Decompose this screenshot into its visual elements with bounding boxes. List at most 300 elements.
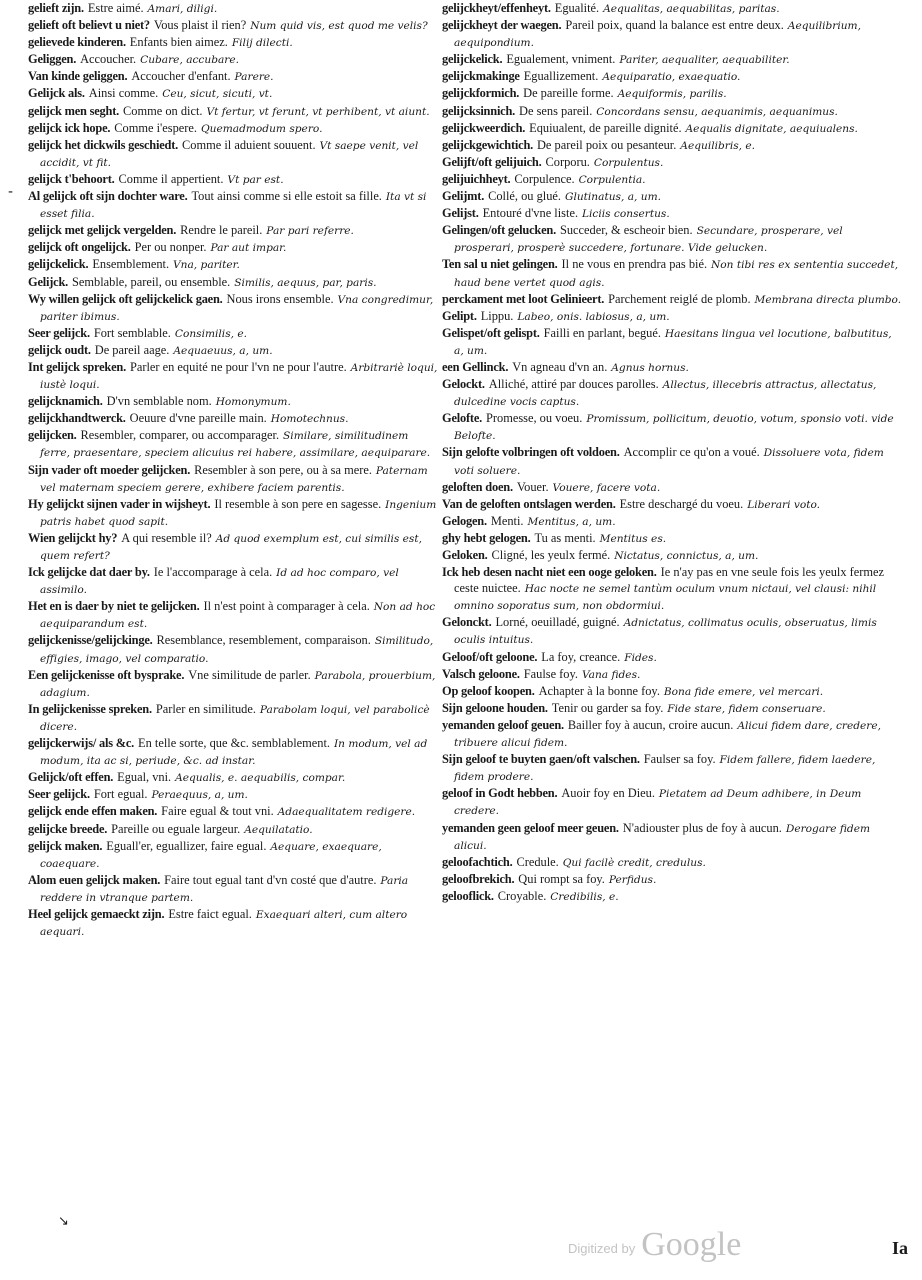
- dictionary-entry: [442, 376, 902, 410]
- dictionary-entry: [442, 614, 902, 648]
- entry-latin: Paternam vel maternam speciem gerere, exhibere faciem parentis.: [40, 464, 428, 494]
- entry-headword: perckament met loot Gelinieert.: [442, 291, 605, 306]
- entry-headword: gelijckheyt/effenheyt.: [442, 1, 551, 15]
- entry-latin: Vt saepe venit, vel accidit, vt fit.: [40, 139, 419, 169]
- dictionary-entry: [28, 803, 438, 820]
- dictionary-entry: [28, 291, 438, 325]
- entry-french: De sens pareil.: [519, 103, 593, 118]
- entry-headword: Sijn gelofte volbringen oft voldoen.: [442, 445, 620, 460]
- entry-headword: gelijck maken.: [28, 838, 103, 853]
- entry-latin: Pietatem ad Deum adhibere, in Deum credere.: [454, 788, 862, 818]
- entry-latin: Hac nocte ne semel tantùm oculum vnum nictaui, vel clausi: nihil omnino soporatus sum, non obdormiui.: [454, 583, 877, 613]
- entry-french: Promesse, ou voeu.: [485, 411, 583, 426]
- dictionary-entry: [28, 17, 438, 34]
- entry-french: Faulser sa foy.: [643, 752, 716, 767]
- entry-latin: Aequalitas, aequabilitas, paritas.: [603, 3, 780, 15]
- entry-latin: Derogare fidem alicui.: [454, 822, 871, 852]
- entry-latin: Cubare, accubare.: [140, 54, 239, 67]
- entry-headword: ghy hebt gelogen.: [442, 530, 531, 545]
- dictionary-entry: [442, 188, 902, 205]
- entry-latin: Dissoluere vota, fidem voti soluere.: [454, 447, 884, 477]
- entry-latin: Vana fides.: [581, 668, 641, 681]
- entry-headword: Gelijck als.: [28, 86, 85, 101]
- dictionary-entry: [442, 564, 902, 614]
- entry-headword: geloof in Godt hebben.: [442, 786, 558, 801]
- dictionary-entry: [442, 103, 902, 120]
- entry-headword: Gelingen/oft gelucken.: [442, 223, 556, 238]
- entry-french: De pareil aage.: [94, 342, 170, 357]
- dictionary-entry: [28, 325, 438, 342]
- entry-french: Vous plaist il rien?: [153, 18, 247, 33]
- entry-headword: Seer gelijck.: [28, 325, 90, 340]
- entry-headword: gelooflick.: [442, 888, 494, 903]
- entry-headword: gelijcknamich.: [28, 394, 103, 409]
- dictionary-entry: [28, 120, 438, 137]
- entry-latin: Homotechnus.: [270, 413, 349, 426]
- entry-latin: Corpulentia.: [578, 173, 646, 186]
- entry-latin: Pariter, aequaliter, aequabiliter.: [619, 54, 790, 67]
- entry-headword: Sijn vader oft moeder gelijcken.: [28, 462, 191, 477]
- entry-french: Lorné, oeuilladé, guigné.: [495, 615, 620, 630]
- left-column: [28, 0, 438, 940]
- entry-latin: Mentitus es.: [599, 532, 667, 545]
- entry-headword: geloofachtich.: [442, 854, 513, 869]
- entry-headword: gelijck oft ongelijck.: [28, 240, 131, 255]
- entry-headword: gelijckmakinge: [442, 69, 520, 84]
- margin-marker: -: [8, 184, 14, 200]
- entry-headword: yemanden geen geloof meer geuen.: [442, 820, 619, 835]
- dictionary-entry: [28, 342, 438, 359]
- entry-latin: Paria reddere in vtranque partem.: [40, 874, 409, 904]
- entry-latin: Parabolam loqui, vel parabolicè dicere.: [40, 703, 430, 733]
- entry-latin: Credibilis, e.: [550, 890, 619, 903]
- entry-latin: Haesitans lingua vel locutione, balbutitus, a, um.: [454, 327, 892, 357]
- entry-headword: Geloken.: [442, 548, 488, 562]
- entry-latin: Similitudo, effigies, imago, vel comparatio.: [40, 635, 434, 665]
- dictionary-entry: [28, 598, 438, 632]
- dictionary-entry: [442, 137, 902, 154]
- entry-headword: Gelijst.: [442, 206, 479, 221]
- entry-french: Accomplir ce qu'on a voué.: [623, 445, 760, 460]
- dictionary-entry: [28, 256, 438, 273]
- entry-headword: geloften doen.: [442, 479, 513, 494]
- dictionary-entry: [442, 154, 902, 171]
- entry-latin: Agnus hornus.: [611, 361, 689, 374]
- entry-french: D'vn semblable nom.: [106, 394, 212, 409]
- entry-french: Estre faict egual.: [168, 906, 252, 921]
- entry-latin: Bona fide emere, vel mercari.: [663, 685, 824, 698]
- entry-french: Faulse foy.: [523, 666, 578, 681]
- entry-headword: gelijckweerdich.: [442, 120, 526, 135]
- entry-headword: gelijcksinnich.: [442, 103, 516, 118]
- entry-latin: Ceu, sicut, sicuti, vt.: [162, 88, 273, 101]
- entry-headword: Geloof/oft geloone.: [442, 649, 538, 664]
- entry-french: Oeuure d'vne pareille main.: [129, 411, 267, 426]
- entry-latin: Adaequalitatem redigere.: [277, 806, 416, 819]
- entry-headword: Gelipt.: [442, 308, 477, 323]
- entry-latin: Ingenium patris habet quod sapit.: [40, 498, 437, 528]
- entry-french: Tenir ou garder sa foy.: [551, 700, 664, 715]
- entry-headword: Hy gelijckt sijnen vader in wijsheyt.: [28, 496, 211, 511]
- entry-french: Vn agneau d'vn an.: [512, 359, 608, 374]
- entry-headword: Wien gelijckt hy?: [28, 530, 118, 545]
- entry-latin: Qui facilè credit, credulus.: [562, 856, 706, 869]
- entry-latin: Allectus, illecebris attractus, allectatus, dulcedine vocis captus.: [454, 379, 877, 409]
- entry-latin: Par pari referre.: [266, 225, 354, 238]
- entry-headword: Seer gelijck.: [28, 787, 90, 802]
- dictionary-entry: [28, 632, 438, 666]
- entry-latin: Aequaeuus, a, um.: [173, 344, 273, 357]
- entry-headword: yemanden geloof geuen.: [442, 717, 564, 732]
- entry-french: Tout ainsi comme si elle estoit sa fille.: [191, 189, 382, 204]
- entry-french: Enfants bien aimez.: [129, 35, 228, 50]
- dictionary-entry: [442, 683, 902, 700]
- entry-latin: Membrana directa plumbo.: [754, 293, 902, 306]
- dictionary-entry: [442, 547, 902, 564]
- entry-french: Entouré d'vne liste.: [482, 206, 579, 221]
- entry-french: Corpulence.: [514, 171, 575, 186]
- entry-latin: Aequilibrium, aequipondium.: [454, 20, 861, 50]
- entry-latin: Fide stare, fidem conseruare.: [667, 702, 826, 715]
- entry-french: Fort egual.: [93, 787, 148, 802]
- dictionary-entry: [442, 205, 902, 222]
- entry-latin: Filij dilecti.: [231, 37, 293, 50]
- entry-headword: gelievede kinderen.: [28, 35, 126, 50]
- entry-headword: Al gelijck oft sijn dochter ware.: [28, 189, 188, 204]
- entry-headword: Ick gelijcke dat daer by.: [28, 565, 150, 580]
- entry-french: Vne similitude de parler.: [188, 667, 311, 682]
- entry-french: Egualement, vniment.: [506, 52, 616, 67]
- dictionary-entry: [28, 564, 438, 598]
- entry-french: Accoucher.: [80, 52, 137, 67]
- entry-latin: Similis, aequus, par, paris.: [234, 276, 377, 289]
- entry-french: Bailler foy à aucun, croire aucun.: [567, 717, 734, 732]
- entry-french: Resembler à son pere, ou à sa mere.: [194, 462, 372, 477]
- dictionary-entry: [28, 462, 438, 496]
- dictionary-entry: [442, 308, 902, 325]
- entry-latin: Fides.: [624, 651, 657, 664]
- dictionary-entry: [442, 325, 902, 359]
- entry-headword: gelieft oft believt u niet?: [28, 18, 150, 33]
- entry-headword: Van kinde geliggen.: [28, 69, 128, 84]
- dictionary-entry: [28, 85, 438, 102]
- entry-french: Estre deschargé du voeu.: [619, 496, 744, 511]
- dictionary-entry: [442, 0, 902, 17]
- entry-french: Ainsi comme.: [88, 86, 159, 101]
- entry-headword: Sijn geloof te buyten gaen/oft valschen.: [442, 752, 640, 767]
- entry-french: Lippu.: [480, 308, 514, 323]
- dictionary-entry: [442, 222, 902, 256]
- entry-headword: gelijck oudt.: [28, 342, 91, 357]
- entry-french: N'adiouster plus de foy à aucun.: [622, 820, 782, 835]
- entry-french: Menti.: [490, 513, 524, 528]
- entry-french: Egual, vni.: [117, 770, 172, 785]
- entry-headword: Gelijck/oft effen.: [28, 770, 114, 785]
- entry-headword: gelijuichheyt.: [442, 171, 511, 186]
- entry-latin: Similare, similitudinem ferre, praesentare, speciem alicuius rei habere, assimilare, aequiparare.: [40, 430, 431, 460]
- entry-headword: gelijckelick.: [28, 257, 89, 272]
- entry-latin: Par aut impar.: [210, 242, 287, 255]
- entry-latin: Fidem fallere, fidem laedere, fidem prodere.: [454, 754, 876, 784]
- dictionary-entry: [28, 786, 438, 803]
- dictionary-entry: [28, 735, 438, 769]
- entry-french: Faire tout egual tant d'vn costé que d'autre.: [164, 872, 377, 887]
- entry-french: Faire egual & tout vni.: [161, 804, 274, 819]
- entry-headword: gelijck ick hope.: [28, 120, 111, 135]
- entry-headword: gelijckformich.: [442, 86, 520, 101]
- dictionary-entry: [442, 291, 902, 308]
- entry-latin: Non tibi res ex sententia succedet, haud bene vertet quod agis.: [454, 259, 899, 289]
- entry-latin: Aequalis dignitate, aequiualens.: [685, 122, 858, 135]
- dictionary-entry: [28, 171, 438, 188]
- entry-headword: gelijcken.: [28, 428, 77, 443]
- entry-french: Eguall'er, eguallizer, faire egual.: [106, 838, 267, 853]
- entry-headword: gelijcke breede.: [28, 821, 108, 836]
- entry-headword: Valsch geloone.: [442, 666, 520, 681]
- entry-french: Collé, ou glué.: [488, 189, 562, 204]
- entry-french: Semblable, pareil, ou ensemble.: [72, 274, 231, 289]
- entry-headword: Gelijck.: [28, 274, 69, 289]
- dictionary-entry: [28, 393, 438, 410]
- entry-latin: Liberari voto.: [747, 498, 821, 511]
- entry-french: Failli en parlant, begué.: [543, 325, 661, 340]
- entry-latin: Aequare, exaequare, coaequare.: [40, 840, 382, 870]
- entry-latin: Secundare, prosperare, vel prosperari, prosperè succedere, fortunare. Vide gelucken.: [454, 225, 843, 255]
- entry-headword: Gelonckt.: [442, 615, 492, 630]
- entry-latin: Nictatus, connictus, a, um.: [614, 550, 759, 562]
- entry-headword: gelijck ende effen maken.: [28, 804, 158, 819]
- entry-headword: geloofbrekich.: [442, 871, 515, 886]
- dictionary-entry: [442, 359, 902, 376]
- entry-headword: Heel gelijck gemaeckt zijn.: [28, 906, 165, 921]
- entry-french: Achapter à la bonne foy.: [538, 683, 660, 698]
- dictionary-entry: [28, 427, 438, 461]
- dictionary-entry: [442, 530, 902, 547]
- entry-headword: Sijn geloone houden.: [442, 700, 548, 715]
- entry-latin: Non ad hoc aequiparandum est.: [40, 601, 436, 631]
- entry-latin: Parere.: [234, 71, 274, 84]
- entry-french: Rendre le pareil.: [180, 223, 263, 238]
- entry-headword: gelijck men seght.: [28, 103, 120, 118]
- entry-latin: Adnictatus, collimatus oculis, obseruatus, limis oculis intuitus.: [454, 617, 877, 647]
- entry-latin: In modum, vel ad modum, ita ac si, periude, &c. ad instar.: [40, 738, 428, 768]
- dictionary-entry: [442, 17, 902, 51]
- entry-french: Parler en similitude.: [155, 701, 256, 716]
- entry-french: Egualité.: [554, 1, 600, 15]
- entry-headword: gelijckheyt der waegen.: [442, 18, 562, 33]
- entry-french: La foy, creance.: [541, 649, 621, 664]
- entry-headword: Op geloof koopen.: [442, 683, 535, 698]
- entry-headword: Gelockt.: [442, 377, 485, 392]
- entry-french: Il ne vous en prendra pas bié.: [561, 257, 708, 272]
- entry-french: Credule.: [516, 854, 559, 869]
- dictionary-entry: [28, 410, 438, 427]
- dictionary-entry: [442, 496, 902, 513]
- entry-latin: Arbitrariè loqui, iustè loqui.: [40, 361, 438, 392]
- entry-latin: Consimilis, e.: [174, 327, 248, 340]
- dictionary-entry: [28, 68, 438, 85]
- entry-latin: Parabola, prouerbium, adagium.: [40, 669, 436, 699]
- entry-french: Vouer.: [516, 479, 549, 494]
- entry-french: Succeder, & escheoir bien.: [559, 223, 693, 238]
- dictionary-entry: [28, 103, 438, 120]
- entry-latin: Quemadmodum spero.: [200, 122, 323, 135]
- entry-french: De pareille forme.: [523, 86, 614, 101]
- entry-headword: Een gelijckenisse oft bysprake.: [28, 667, 185, 682]
- entry-french: Pareil poix, quand la balance est entre deux.: [565, 18, 784, 33]
- entry-latin: Liciis consertus.: [582, 208, 670, 221]
- dictionary-entry: [28, 821, 438, 838]
- entry-headword: gelijckhandtwerck.: [28, 411, 126, 426]
- dictionary-entry: [28, 0, 438, 17]
- entry-latin: Glutinatus, a, um.: [564, 191, 661, 204]
- entry-latin: Aequilibris, e.: [680, 139, 756, 152]
- dictionary-entry: [28, 222, 438, 239]
- entry-headword: gelijck t'behoort.: [28, 171, 115, 186]
- dictionary-entry: [442, 871, 902, 888]
- entry-headword: een Gellinck.: [442, 359, 509, 374]
- entry-french: Ie l'accomparage à cela.: [153, 565, 273, 580]
- entry-latin: Aequalis, e. aequabilis, compar.: [175, 772, 346, 785]
- entry-latin: Exaequari alteri, cum altero aequari.: [40, 908, 408, 939]
- google-watermark: [568, 1222, 741, 1262]
- dictionary-entry: [28, 906, 438, 940]
- watermark-small: Digitized by: [568, 1241, 636, 1256]
- dictionary-entry: [28, 496, 438, 530]
- dictionary-entry: [442, 785, 902, 819]
- entry-french: Per ou nonper.: [134, 240, 207, 255]
- entry-headword: Gelofte.: [442, 411, 483, 426]
- dictionary-entry: [442, 171, 902, 188]
- entry-latin: Ad quod exemplum est, cui similis est, quem refert?: [40, 532, 422, 562]
- entry-latin: Aequiparatio, exaequatio.: [602, 71, 741, 84]
- entry-latin: Promissum, pollicitum, deuotio, votum, sponsio voti. vide Belofte.: [454, 413, 894, 443]
- entry-french: Ie n'ay pas en vne seule fois les yeulx fermez ceste nuictee.: [454, 565, 885, 596]
- entry-french: Croyable.: [497, 888, 547, 903]
- entry-latin: Aequilatatio.: [244, 823, 313, 836]
- entry-latin: Alicui fidem dare, credere, tribuere alicui fidem.: [454, 719, 881, 750]
- entry-headword: Gelispet/oft gelispt.: [442, 325, 540, 340]
- entry-headword: Alom euen gelijck maken.: [28, 872, 161, 887]
- entry-french: Tu as menti.: [534, 530, 596, 545]
- entry-french: Eguallizement.: [523, 69, 599, 84]
- entry-french: Estre aimé.: [87, 1, 144, 15]
- dictionary-entry: [28, 667, 438, 701]
- dictionary-entry: [442, 51, 902, 68]
- entry-headword: gelijckelick.: [442, 52, 503, 67]
- entry-french: En telle sorte, que &c. semblablement.: [138, 736, 331, 751]
- entry-french: Ensemblement.: [92, 257, 170, 272]
- entry-headword: Wy willen gelijck oft gelijckelick gaen.: [28, 291, 223, 306]
- entry-french: A qui resemble il?: [121, 530, 212, 545]
- dictionary-entry: [442, 717, 902, 751]
- entry-latin: Vna, pariter.: [173, 259, 240, 272]
- entry-french: Resembler, comparer, ou accomparager.: [80, 428, 280, 443]
- entry-latin: Homonymum.: [215, 396, 291, 409]
- dictionary-entry: [442, 256, 902, 290]
- entry-french: Alliché, attiré par douces parolles.: [488, 377, 659, 392]
- entry-french: Comme i'espere.: [114, 120, 198, 135]
- entry-french: Parler en equité ne pour l'vn ne pour l'autre.: [129, 359, 347, 374]
- entry-headword: Ten sal u niet gelingen.: [442, 257, 558, 272]
- dictionary-entry: [28, 274, 438, 291]
- entry-latin: Concordans sensu, aequanimis, aequanimus.: [596, 105, 838, 118]
- dictionary-entry: [28, 51, 438, 68]
- entry-french: Fort semblable.: [93, 325, 171, 340]
- dictionary-entry: [442, 666, 902, 683]
- entry-french: Il resemble à son pere en sagesse.: [214, 496, 382, 511]
- entry-headword: Gelijft/oft gelijuich.: [442, 154, 542, 169]
- entry-french: Il n'est point à comparager à cela.: [203, 599, 370, 614]
- dictionary-entry: [28, 872, 438, 906]
- entry-headword: Int gelijck spreken.: [28, 359, 126, 374]
- entry-latin: Perfidus.: [608, 873, 657, 886]
- entry-headword: gelijck met gelijck vergelden.: [28, 223, 177, 238]
- entry-french: Comme il aduient souuent.: [182, 137, 316, 152]
- entry-french: Qui rompt sa foy.: [518, 871, 605, 886]
- dictionary-entry: [442, 410, 902, 444]
- dictionary-entry: [28, 701, 438, 735]
- entry-headword: Geliggen.: [28, 52, 77, 67]
- entry-french: De pareil poix ou pesanteur.: [536, 137, 677, 152]
- signature-mark: Ia: [891, 1238, 908, 1258]
- entry-latin: Labeo, onis. labiosus, a, um.: [517, 310, 670, 323]
- entry-headword: gelijck het dickwils geschiedt.: [28, 137, 179, 152]
- dictionary-entry: [442, 649, 902, 666]
- dictionary-entry: [28, 34, 438, 51]
- dictionary-entry: [442, 751, 902, 785]
- entry-french: Parchement reiglé de plomb.: [608, 291, 751, 306]
- dictionary-entry: [442, 444, 902, 478]
- dictionary-entry: [28, 530, 438, 564]
- dictionary-entry: [28, 769, 438, 786]
- dictionary-entry: [442, 513, 902, 530]
- right-column: [442, 0, 902, 905]
- entry-french: Nous irons ensemble.: [226, 291, 334, 306]
- entry-french: Resemblance, resemblement, comparaison.: [156, 633, 371, 648]
- entry-headword: Van de geloften ontslagen werden.: [442, 496, 616, 511]
- dictionary-entry: [442, 820, 902, 854]
- entry-latin: Vna congredimur, pariter ibimus.: [40, 293, 434, 323]
- entry-latin: Vt fertur, vt ferunt, vt perhibent, vt aiunt.: [206, 105, 430, 118]
- entry-latin: Peraequus, a, um.: [151, 789, 248, 802]
- entry-headword: gelijckenisse/gelijckinge.: [28, 633, 153, 648]
- entry-french: Comme on dict.: [123, 103, 203, 118]
- entry-latin: Mentitus, a, um.: [527, 515, 616, 528]
- entry-french: Pareille ou eguale largeur.: [111, 821, 241, 836]
- dictionary-entry: [442, 854, 902, 871]
- entry-headword: Gelijmt.: [442, 189, 485, 204]
- dictionary-entry: [28, 188, 438, 222]
- entry-latin: Ita vt si esset filia.: [40, 191, 427, 221]
- dictionary-entry: [28, 239, 438, 256]
- dictionary-entry: [442, 700, 902, 717]
- bottom-mark: ↘: [58, 1214, 69, 1229]
- dictionary-entry: [442, 888, 902, 905]
- entry-latin: Id ad hoc comparo, vel assimilo.: [40, 567, 399, 597]
- entry-headword: gelijckgewichtich.: [442, 137, 534, 152]
- entry-headword: Het en is daer by niet te gelijcken.: [28, 599, 200, 614]
- entry-french: Auoir foy en Dieu.: [561, 786, 655, 801]
- entry-latin: Vouere, facere vota.: [552, 481, 661, 494]
- entry-latin: Amari, diligi.: [147, 3, 218, 15]
- dictionary-entry: [442, 479, 902, 496]
- entry-latin: Vt par est.: [227, 173, 284, 186]
- entry-french: Corporu.: [545, 154, 590, 169]
- dictionary-entry: [28, 359, 438, 393]
- entry-headword: gelijckerwijs/ als &c.: [28, 736, 135, 751]
- entry-headword: Ick heb desen nacht niet een ooge geloken.: [442, 565, 657, 580]
